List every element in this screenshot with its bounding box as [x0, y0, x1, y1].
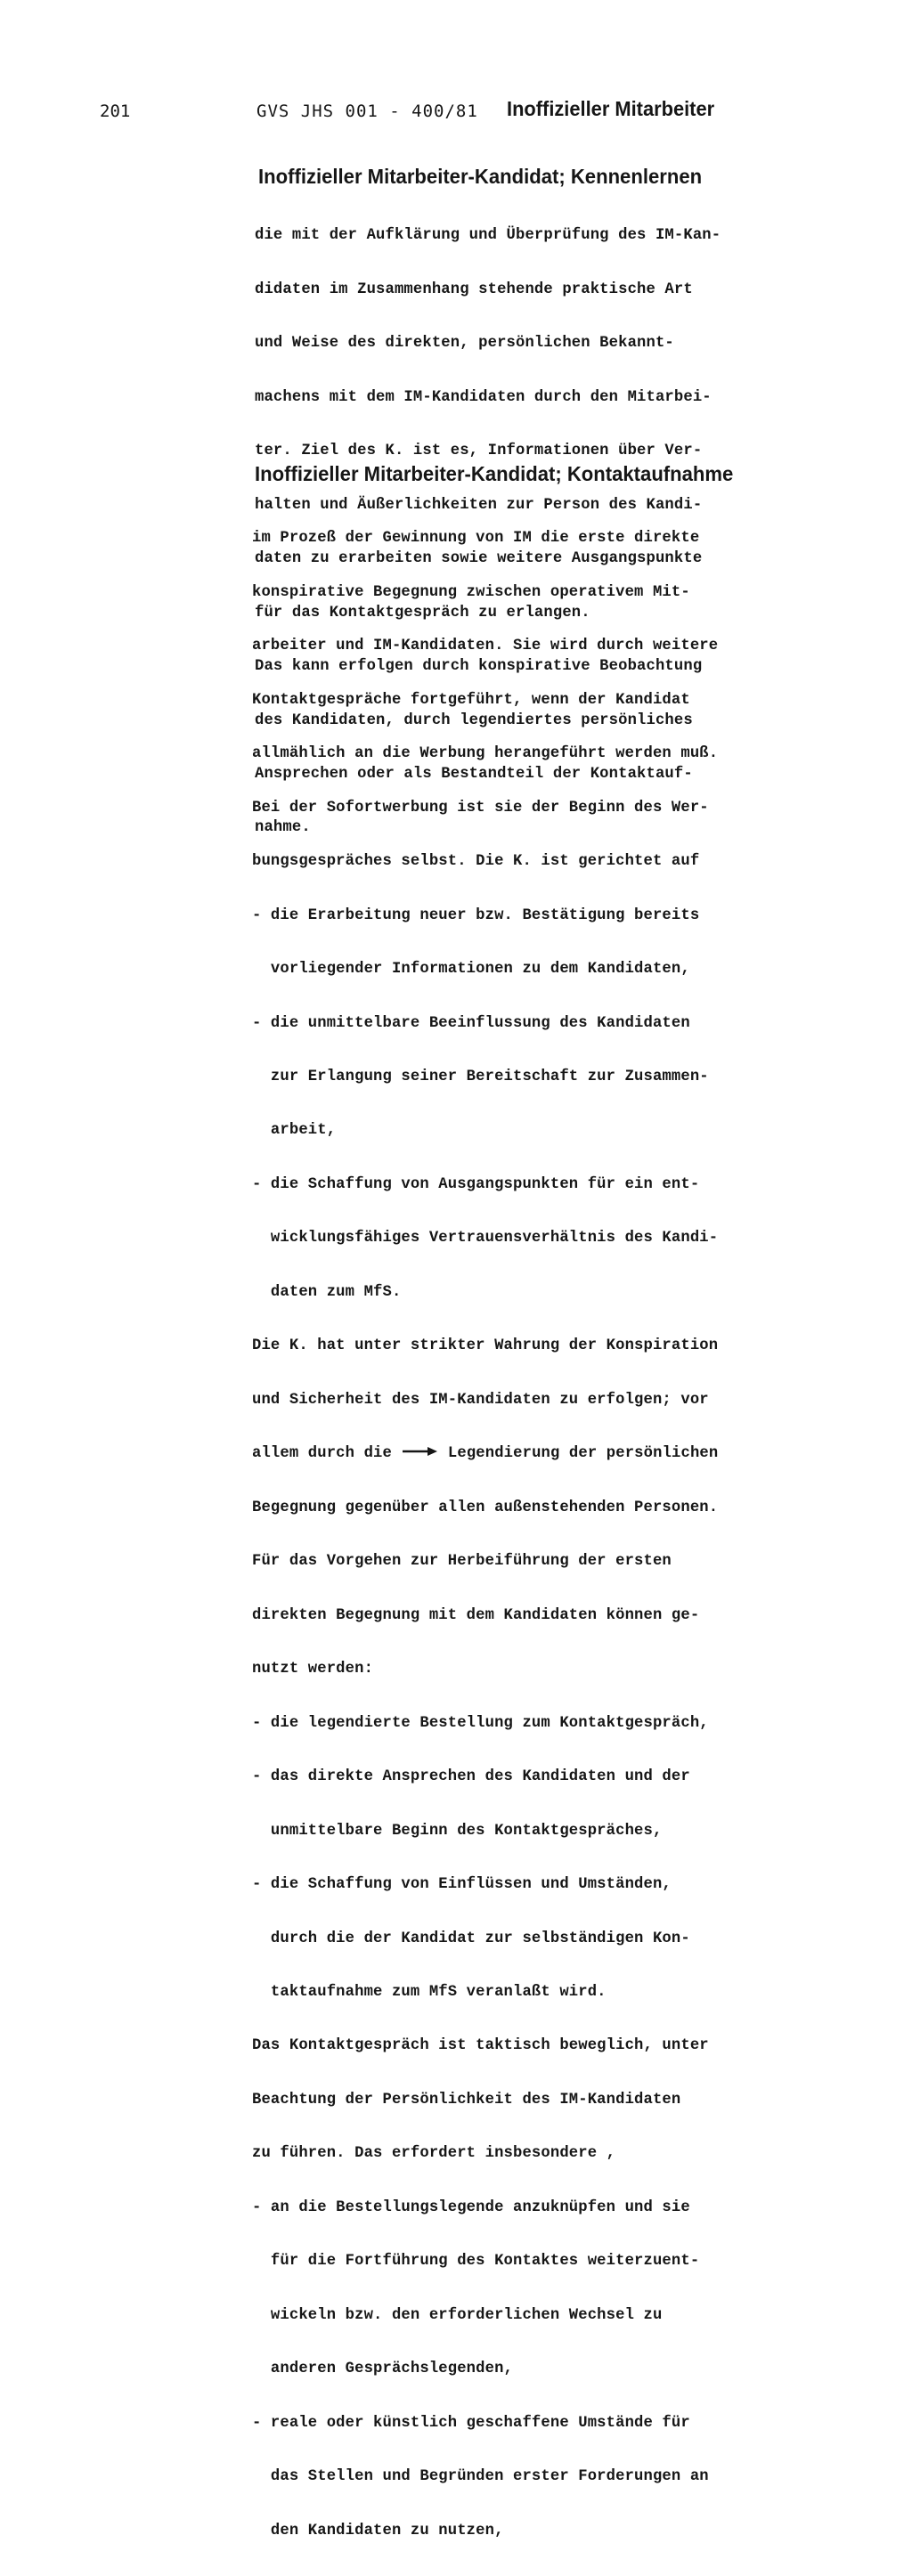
body-line-with-arrow — [252, 1445, 718, 1463]
list-item-line: daten zum MfS. — [252, 1283, 402, 1301]
entry-title-kontaktaufnahme: Inoffizieller Mitarbeiter-Kandidat; Kontaktaufnahme — [255, 462, 734, 485]
body-line: im Prozeß der Gewinnung von IM die erste direkte — [252, 530, 700, 548]
body-line: für das Kontaktgespräch zu erlangen. — [255, 604, 590, 622]
body-line: und Sicherheit des IM-Kandidaten zu erfolgen; vor — [252, 1391, 709, 1409]
body-line: daten zu erarbeiten sowie weitere Ausgangspunkte — [255, 550, 703, 568]
list-item-line: - an die Bestellungslegende anzuknüpfen und sie — [252, 2198, 690, 2216]
list-item-line: anderen Gesprächslegenden, — [252, 2361, 513, 2378]
body-line: des Kandidaten, durch legendiertes persönliches — [255, 711, 693, 729]
body-line-start: allem durch die — [252, 1445, 402, 1463]
list-item-line: - das direkte Ansprechen des Kandidaten und der — [252, 1768, 690, 1786]
list-item-line: - die Erarbeitung neuer bzw. Bestätigung bereits — [252, 906, 700, 924]
body-line: und Weise des direkten, persönlichen Bekannt- — [255, 335, 674, 353]
body-line: Die K. hat unter strikter Wahrung der Konspiration — [252, 1337, 719, 1355]
body-line: konspirative Begegnung zwischen operativem Mit- — [252, 583, 690, 601]
body-line: halten und Äußerlichkeiten zur Person des Kandi- — [255, 496, 703, 514]
list-item-line: - die unmittelbare Beeinflussung des Kandidaten — [252, 1014, 690, 1032]
entry-body-kontaktaufnahme — [252, 494, 718, 2576]
list-item-line: unmittelbare Beginn des Kontaktgespräches, — [252, 1822, 663, 1840]
body-line: Beachtung der Persönlichkeit des IM-Kandidaten — [252, 2091, 681, 2109]
body-line: direkten Begegnung mit dem Kandidaten können ge- — [252, 1606, 700, 1624]
body-line: Kontaktgespräche fortgeführt, wenn der Kandidat — [252, 691, 690, 709]
list-item-line: für die Fortführung des Kontaktes weiterzuent- — [252, 2253, 700, 2271]
list-item-line: wickeln bzw. den erforderlichen Wechsel zu — [252, 2306, 663, 2324]
body-line: nutzt werden: — [252, 1661, 374, 1678]
page-number: 201 — [100, 102, 131, 121]
body-line: ter. Ziel des K. ist es, Informationen über Ver- — [255, 443, 703, 460]
list-item-line: arbeit, — [252, 1122, 337, 1140]
list-item-line: durch die der Kandidat zur selbständigen Kon- — [252, 1930, 690, 1947]
entry-title-kennenlernen: Inoffizieller Mitarbeiter-Kandidat; Kennenlernen — [258, 165, 703, 188]
body-line: nahme. — [255, 819, 311, 837]
body-line: Für das Vorgehen zur Herbeiführung der ersten — [252, 1553, 672, 1571]
body-line: zu führen. Das erfordert insbesondere , — [252, 2145, 616, 2163]
body-line: bungsgespräches selbst. Die K. ist gerichtet auf — [252, 853, 700, 871]
body-line: Das kann erfolgen durch konspirative Beobachtung — [255, 658, 703, 676]
body-line: allmählich an die Werbung herangeführt werden muß. — [252, 745, 719, 763]
body-line: machens mit dem IM-Kandidaten durch den Mitarbei- — [255, 388, 712, 406]
cross-reference-arrow-icon — [401, 1446, 438, 1457]
body-line: arbeiter und IM-Kandidaten. Sie wird durch weitere — [252, 638, 719, 655]
list-item-line: - die Schaffung von Einflüssen und Umständen, — [252, 1876, 672, 1894]
body-line-end: Legendierung der persönlichen — [438, 1445, 719, 1463]
body-line: Bei der Sofortwerbung ist sie der Beginn des Wer- — [252, 799, 709, 817]
body-line: Begegnung gegenüber allen außenstehenden Personen. — [252, 1499, 719, 1516]
running-head: Inoffizieller Mitarbeiter — [507, 97, 715, 120]
list-item-line: den Kandidaten zu nutzen, — [252, 2522, 504, 2539]
body-line: didaten im Zusammenhang stehende praktische Art — [255, 280, 693, 298]
list-item-line: - reale oder künstlich geschaffene Umstände für — [252, 2414, 690, 2432]
body-line: Das Kontaktgespräch ist taktisch beweglich, unter — [252, 2037, 709, 2055]
body-line: die mit der Aufklärung und Überprüfung des IM-Kan- — [255, 227, 721, 245]
body-line: Ansprechen oder als Bestandteil der Kontaktauf- — [255, 766, 693, 783]
list-item-line: wicklungsfähiges Vertrauensverhältnis des Kandi- — [252, 1230, 719, 1247]
list-item-line: - die legendierte Bestellung zum Kontaktgespräch, — [252, 1714, 709, 1732]
list-item-line: - die Schaffung von Ausgangspunkten für ein ent- — [252, 1175, 700, 1193]
list-item-line: taktaufnahme zum MfS veranlaßt wird. — [252, 1983, 607, 2001]
document-reference: GVS JHS 001 - 400/81 — [256, 102, 478, 121]
list-item-line: zur Erlangung seiner Bereitschaft zur Zusammen- — [252, 1069, 709, 1085]
list-item-line: vorliegender Informationen zu dem Kandidaten, — [252, 961, 690, 979]
list-item-line: das Stellen und Begründen erster Forderungen an — [252, 2468, 709, 2486]
